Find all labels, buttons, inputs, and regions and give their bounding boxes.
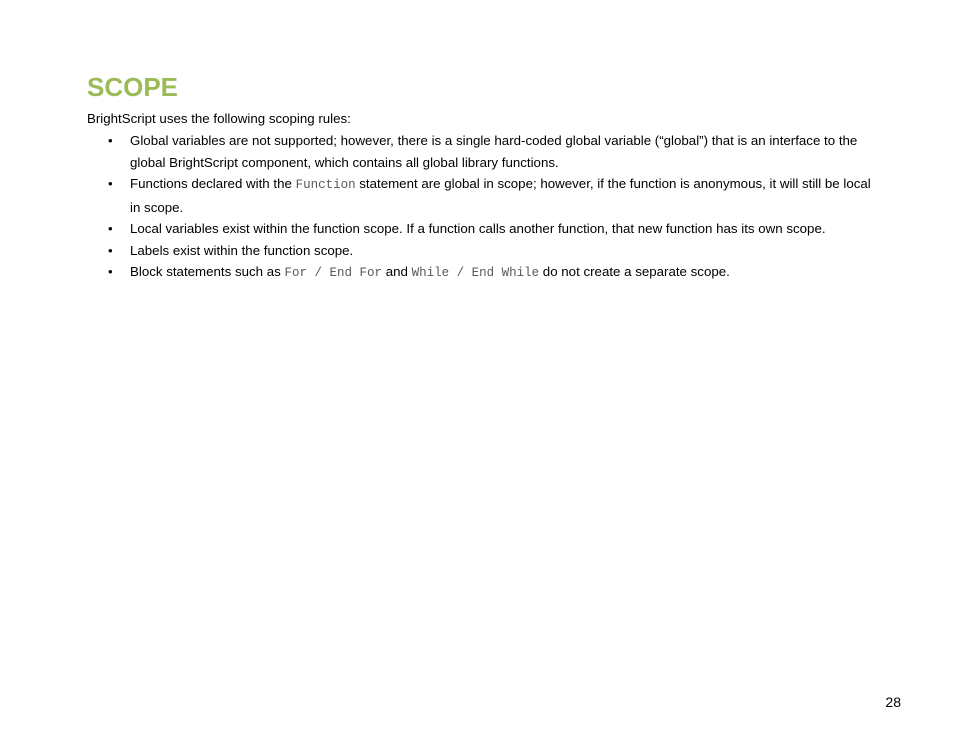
bullet-icon: • [108,133,113,148]
list-item-text: statement are global in scope; however, if the function is anonymous, it will still be local in scope. [130,176,871,215]
bullet-icon: • [108,242,113,258]
bullet-icon: • [108,176,113,191]
bullet-icon: • [108,264,113,279]
list-item-text: and [382,264,412,279]
list-item [87,173,877,218]
list-item [87,218,877,240]
list-item-text: Block statements such as [130,264,285,279]
code-while-end-while: While / End While [411,266,540,280]
list-item-text: Labels exist within the function scope. [130,242,354,258]
list-item-text: Local variables exist within the function scope. If a function calls another function, that new function has its own scope. [130,221,826,236]
page-number: 28 [885,694,901,710]
document-page [87,70,877,285]
list-item [87,240,877,262]
list-item-text: Functions declared with the [130,176,296,191]
code-function-keyword: Function [295,178,356,192]
list-item-text: Global variables are not supported; however, there is a single hard-coded global variable (“global”) that is an interface to the global BrightScript component, which contains all global library functions. [130,133,858,170]
code-for-end-for: For / End For [284,266,382,280]
page-title: SCOPE [87,72,179,102]
intro-paragraph: BrightScript uses the following scoping rules: [87,111,351,126]
scoping-rules-list [87,130,877,285]
list-item-text: do not create a separate scope. [539,264,730,279]
bullet-icon: • [108,221,113,236]
list-item [87,261,877,285]
list-item [87,130,877,173]
